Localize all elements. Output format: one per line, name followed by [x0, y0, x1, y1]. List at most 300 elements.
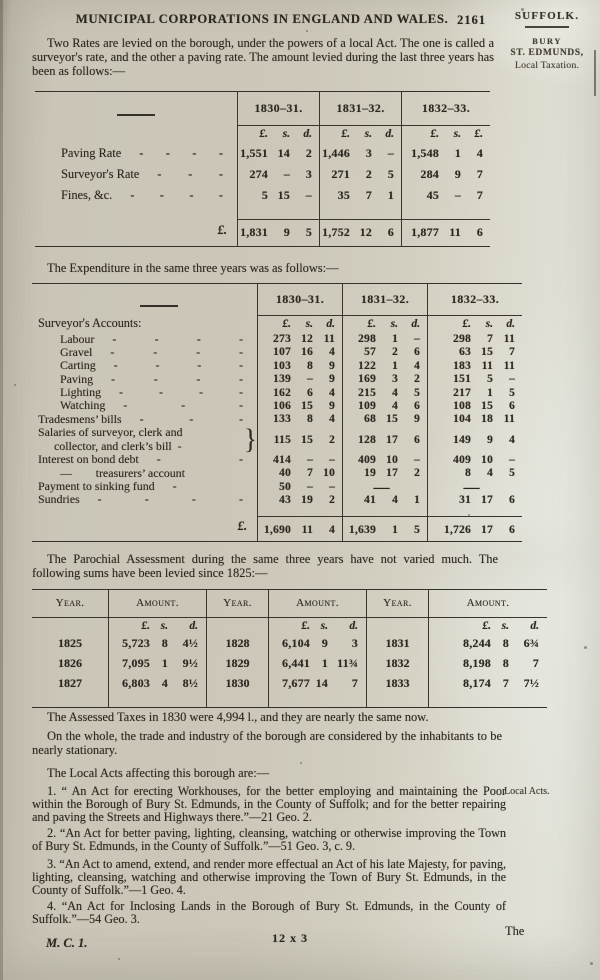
year-value: 1826 — [58, 656, 82, 671]
amount-cell — [257, 493, 342, 506]
pounds-value: 19 — [364, 466, 376, 480]
shillings-value: 6 — [307, 385, 313, 399]
pounds-value: 43 — [279, 492, 291, 506]
shillings-value: 2 — [392, 345, 398, 359]
amount-cell — [257, 479, 342, 492]
currency-header-cell — [401, 126, 490, 143]
leader-dash: - — [218, 146, 223, 161]
row-label-text: Lighting — [60, 385, 101, 400]
shillings-value: 8 — [307, 358, 313, 372]
amount-cell — [257, 385, 342, 398]
pounds-value: 183 — [453, 358, 471, 372]
page-edge-mark — [594, 50, 596, 96]
pence-symbol: d. — [411, 317, 420, 330]
row-label-text: Labour — [60, 331, 95, 346]
paper-speck — [590, 962, 593, 965]
pence-value: 5 — [387, 166, 394, 181]
pounds-value: 1,639 — [348, 522, 376, 536]
amount-cell — [428, 654, 547, 674]
pounds-value: 409 — [453, 452, 471, 466]
pence-value: 2 — [329, 432, 335, 446]
pounds-value: 115 — [273, 432, 291, 446]
amount-cell — [342, 359, 427, 372]
row-label-cell — [32, 412, 257, 425]
currency-header-cell — [428, 618, 547, 634]
total-pound-label: £. — [217, 222, 227, 237]
shillings-value: 16 — [301, 345, 313, 359]
row-label — [38, 452, 257, 466]
pence-value: 7 — [532, 656, 539, 671]
shillings-value: 1 — [392, 522, 398, 536]
margin-place-line1: BURY — [532, 35, 562, 46]
pence-value: 6 — [387, 225, 394, 240]
shillings-value: 3 — [392, 372, 398, 386]
amount-cell — [401, 164, 490, 185]
paper-speck — [118, 958, 120, 960]
leader-dash: - — [113, 358, 118, 373]
pence-value: 10 — [323, 466, 335, 480]
leader-dash: - — [139, 411, 144, 426]
pence-value: 7 — [476, 166, 483, 181]
spacer-cell — [35, 206, 237, 219]
row-label-text: Paving Rate — [61, 146, 122, 161]
row-label — [61, 188, 237, 202]
shillings-value: – — [454, 187, 461, 202]
shillings-value: 4 — [487, 466, 493, 480]
pounds-value: 1,548 — [411, 145, 439, 160]
bottom-pad-cell — [32, 694, 108, 707]
row-label-text: Gravel — [60, 344, 93, 359]
shillings-value: 7 — [502, 676, 509, 691]
pounds-value: 103 — [273, 358, 291, 372]
column-header: Amount. — [108, 590, 206, 618]
year-value: 1833 — [366, 674, 428, 694]
shillings-value: 8 — [502, 656, 509, 671]
shillings-value: 8 — [307, 412, 313, 426]
shillings-value: 11 — [481, 358, 493, 372]
leader-dash: - — [199, 385, 203, 400]
shillings-value: – — [283, 166, 290, 181]
bottom-pad-cell — [366, 694, 428, 707]
local-act-4: 4. “An Act for Inclosing Lands in the Borough of Bury St. Edmunds, in the County of Suffolk.”—54 Geo. 3. — [32, 899, 506, 926]
pence-value: 5 — [509, 466, 515, 480]
shillings-value: 2 — [365, 166, 372, 181]
amount-cell — [342, 516, 427, 541]
amount-cell — [401, 185, 490, 206]
total-label-cell — [32, 516, 257, 540]
year-header: 1832–33. — [427, 284, 522, 316]
pence-value: 7 — [351, 676, 358, 691]
leader-dash: - — [239, 398, 243, 413]
shillings-value: 12 — [301, 332, 313, 345]
column-header: Year. — [32, 590, 108, 618]
page-number: 2161 — [457, 13, 486, 27]
shillings-symbol: s. — [501, 619, 509, 632]
row-label-text: Paving — [60, 371, 94, 386]
leader-dash: - — [218, 167, 223, 182]
footer-press-figure: 12 x 3 — [272, 931, 308, 945]
amount-cell — [342, 493, 427, 506]
leader-dash: - — [139, 146, 144, 161]
pence-value: – — [414, 452, 420, 466]
shillings-symbol: s. — [364, 128, 372, 141]
pounds-value: 41 — [364, 492, 376, 506]
trade-paragraph: On the whole, the trade and industry of the borough are considered by the inhabitants to be nearly stationary. — [32, 729, 502, 758]
amount-cell — [268, 654, 366, 674]
amount-cell — [342, 412, 427, 425]
pounds-symbol: £. — [482, 619, 491, 632]
currency-header-cell — [427, 316, 522, 332]
column-header: Amount. — [428, 590, 547, 618]
pounds-value: 151 — [453, 372, 471, 386]
parochial-intro: The Parochial Assessment during the same three years have not varied much. The following sums have been levied since 1825:— — [32, 552, 498, 581]
pence-value: 2 — [329, 492, 335, 506]
footer-signature-mark: M. C. 1. — [46, 936, 88, 950]
pence-value: 3 — [305, 166, 312, 181]
shillings-value: 5 — [487, 372, 493, 386]
row-label-cell — [35, 143, 237, 164]
amount-cell — [427, 385, 522, 398]
row-label — [60, 358, 257, 372]
row-label-text: Surveyor's Rate — [61, 167, 140, 182]
row-label-cell — [32, 385, 257, 398]
pounds-value: 133 — [273, 412, 291, 426]
year-header: 1830–31. — [237, 92, 319, 126]
amount-cell — [427, 453, 522, 466]
row-label — [60, 466, 257, 480]
pence-value: 6 — [414, 345, 420, 359]
row-label-cell — [32, 453, 257, 466]
amount-cell — [108, 634, 206, 654]
pounds-value: 7,677 — [282, 676, 310, 691]
pence-value: 2 — [414, 466, 420, 480]
shillings-value: 17 — [481, 522, 493, 536]
pence-value: 1 — [387, 187, 394, 202]
leader-dash: - — [239, 358, 243, 373]
leader-dash: - — [191, 492, 196, 507]
pounds-value: 1,877 — [411, 225, 439, 240]
pounds-value: 215 — [358, 385, 376, 399]
bottom-pad-cell — [428, 694, 547, 707]
pounds-value: 1,551 — [240, 145, 268, 160]
leader-dash: - — [158, 385, 163, 400]
amount-cell — [268, 674, 366, 694]
running-head — [32, 12, 546, 30]
row-label — [61, 167, 237, 181]
pence-value: 7½ — [523, 676, 539, 691]
year-header: 1831–32. — [342, 284, 427, 316]
pounds-symbol: £. — [367, 317, 376, 330]
row-label — [38, 412, 257, 426]
margin-local-acts-note: Local Acts. — [504, 786, 550, 797]
header-dash-rule — [140, 305, 178, 307]
curly-brace: } — [244, 422, 257, 455]
row-label-text: Interest on bond debt — [38, 452, 139, 467]
pence-value: 11 — [323, 332, 335, 345]
row-label — [60, 372, 257, 386]
header-dash-rule — [117, 114, 155, 116]
pence-symbol: d. — [506, 317, 515, 330]
shillings-value: 1 — [392, 332, 398, 345]
leader-dash: - — [130, 188, 135, 203]
pence-value: – — [387, 145, 394, 160]
pence-value: 7 — [476, 187, 483, 202]
local-act-1: 1. “ An Act for erecting Workhouses, for the better employing and maintaining the Poor within the Borough of Bury St. Edmunds, in the County of Suffolk; and for the better repairing and paving the Streets and Highways there.”—21 Geo. 2. — [32, 784, 506, 824]
amount-cell — [342, 399, 427, 412]
amount-cell — [342, 332, 427, 345]
pounds-value: 5 — [261, 187, 268, 202]
amount-cell — [427, 345, 522, 358]
amount-cell — [108, 674, 206, 694]
amount-cell — [342, 453, 427, 466]
pence-value: 5 — [305, 225, 312, 240]
pence-value: 6¾ — [523, 636, 539, 651]
spacer-cell — [257, 506, 342, 516]
pence-value: 6 — [476, 225, 483, 240]
pounds-value: 63 — [459, 345, 471, 359]
paper-speck — [14, 384, 16, 386]
pence-value: – — [509, 372, 515, 386]
pence-value: 6 — [414, 432, 420, 446]
shillings-value: 10 — [386, 452, 398, 466]
year-value: 1831 — [366, 634, 428, 654]
main-text-column — [32, 12, 546, 708]
row-label-line2 — [38, 439, 257, 453]
pence-value: 9 — [329, 398, 335, 412]
row-label-text: Payment to sinking fund — [38, 479, 155, 494]
pounds-value: 271 — [331, 166, 350, 181]
pence-value: 2 — [305, 145, 312, 160]
amount-cell — [257, 516, 342, 541]
year-header: 1832–33. — [401, 92, 490, 126]
amount-cell — [237, 219, 319, 246]
leader-dash: - — [123, 398, 128, 413]
shillings-value: 15 — [277, 187, 290, 202]
leader-dash: - — [159, 188, 164, 203]
pounds-value: 1,752 — [322, 225, 350, 240]
shillings-symbol: s. — [390, 317, 398, 330]
pence-value: 4 — [509, 432, 515, 446]
year-blank-cell — [32, 618, 108, 634]
pence-value: 6 — [414, 398, 420, 412]
spacer-cell — [32, 506, 257, 516]
pence-value: 1 — [414, 492, 420, 506]
currency-header-cell — [257, 316, 342, 332]
amount-cell — [319, 164, 401, 185]
pounds-value: 149 — [453, 432, 471, 446]
amount-cell — [427, 426, 522, 453]
column-header: Year. — [206, 590, 268, 618]
pence-value: 11¾ — [337, 656, 358, 671]
row-label-cell — [32, 372, 257, 385]
shillings-symbol: s. — [320, 619, 328, 632]
total-label-cell — [35, 219, 237, 245]
leader-dash: - — [165, 146, 170, 161]
amount-cell — [257, 332, 342, 345]
shillings-value: 15 — [481, 345, 493, 359]
pence-symbol: d. — [303, 128, 312, 141]
pounds-symbol: £. — [430, 128, 439, 141]
shillings-symbol: s. — [160, 619, 168, 632]
pence-symbol: d. — [530, 619, 539, 632]
column-header: Amount. — [268, 590, 366, 618]
pounds-symbol: £. — [259, 128, 268, 141]
leader-dash: - — [111, 371, 115, 386]
dash-leader — [139, 167, 237, 182]
shillings-value: 17 — [386, 466, 398, 480]
leader-dash: - — [189, 188, 194, 203]
leader-dash: - — [197, 358, 202, 373]
pence-value: 9 — [329, 358, 335, 372]
row-label-text: Carting — [60, 358, 96, 373]
row-label — [60, 345, 257, 359]
shillings-value: 4 — [392, 492, 398, 506]
pounds-value: 414 — [273, 452, 291, 466]
intro-paragraph: Two Rates are levied on the borough, under the powers of a local Act. The one is called a surveyor's rate, and the other a paving rate. The amount levied during the last three years has been as follows:— — [32, 36, 494, 79]
pounds-value: 274 — [249, 166, 268, 181]
amount-cell — [257, 453, 342, 466]
margin-county: SUFFOLK. — [514, 10, 580, 22]
row-label-cell — [35, 185, 237, 206]
row-label-text: Fines, &c. — [61, 188, 113, 203]
pence-value: 6 — [509, 522, 515, 536]
leader-dash: - — [156, 452, 161, 467]
pence-value: 4 — [329, 522, 335, 536]
row-label-cell — [32, 479, 257, 492]
shillings-value: 10 — [481, 452, 493, 466]
amount-cell — [257, 426, 342, 453]
paper-speck — [521, 8, 524, 11]
pounds-value: 128 — [358, 432, 376, 446]
leader-dash: - — [239, 492, 243, 507]
pence-value: 4 — [414, 358, 420, 372]
amount-cell — [428, 634, 547, 654]
amount-cell — [427, 399, 522, 412]
shillings-value: 14 — [277, 145, 290, 160]
shillings-value: 15 — [301, 432, 313, 446]
row-label — [38, 492, 257, 506]
pence-value: 7 — [509, 345, 515, 359]
leader-dash: - — [239, 411, 243, 426]
shillings-value: 9 — [283, 225, 290, 240]
shillings-value: 15 — [301, 398, 313, 412]
amount-cell — [237, 164, 319, 185]
pence-symbol: d. — [385, 128, 394, 141]
column-header: Year. — [366, 590, 428, 618]
pounds-value: 57 — [364, 345, 376, 359]
pounds-value: 1,690 — [263, 522, 291, 536]
row-label — [60, 385, 257, 399]
year-value: 1828 — [206, 634, 268, 654]
year-value: 1830 — [206, 674, 268, 694]
leader-dash: - — [153, 344, 158, 359]
currency-header-cell — [319, 126, 401, 143]
year-value: 1832 — [366, 654, 428, 674]
leader-dash: - — [144, 492, 149, 507]
leader-dash: - — [196, 331, 201, 346]
amount-cell — [342, 466, 427, 479]
row-label-cell — [32, 493, 257, 506]
spacer-cell — [342, 506, 427, 516]
pounds-value: 8,174 — [463, 676, 491, 691]
pence-value: 5 — [414, 522, 420, 536]
amount-cell — [342, 426, 427, 453]
amount-cell — [427, 412, 522, 425]
pounds-value: 8,198 — [463, 656, 491, 671]
shillings-value: 9 — [487, 432, 493, 446]
shillings-value: 7 — [307, 466, 313, 480]
pence-value: 4 — [329, 345, 335, 359]
pounds-value: 1,726 — [443, 522, 471, 536]
amount-cell — [427, 479, 522, 497]
amount-cell — [257, 466, 342, 479]
amount-cell — [427, 516, 522, 541]
rates-table — [35, 91, 490, 247]
amount-cell — [427, 359, 522, 372]
local-act-3: 3. “An Act to amend, extend, and render more effectual an Act of his late Majesty, for paving, lighting, cleansing, watching and otherwise improving the Town of Bury St. Edmunds, in the County of Suffolk.”—1 Geo. 4. — [32, 857, 506, 897]
pounds-value: 6,441 — [282, 656, 310, 671]
amount-cell — [342, 479, 427, 497]
spacer-cell — [427, 506, 522, 516]
footer-catchword: The — [505, 924, 525, 938]
shillings-value: 1 — [161, 656, 168, 671]
amount-cell — [342, 345, 427, 358]
row-label — [38, 425, 257, 439]
paper-speck — [300, 762, 302, 764]
pounds-value: 6,803 — [122, 676, 150, 691]
expenditure-intro: The Expenditure in the same three years was as follows:— — [47, 260, 339, 275]
pounds-value: 50 — [279, 479, 291, 493]
year-value: 1829 — [206, 654, 268, 674]
pence-value: – — [509, 452, 515, 466]
pounds-value: 68 — [364, 412, 376, 426]
row-label-text: Sundries — [38, 492, 80, 507]
amount-cell — [257, 345, 342, 358]
section-label-cell: Surveyor's Accounts: — [38, 316, 142, 331]
amount-cell — [257, 412, 342, 425]
paper-speck — [584, 646, 587, 649]
shillings-value: – — [307, 452, 313, 466]
paper-speck — [306, 30, 308, 32]
paper-speck — [468, 514, 470, 516]
total-pound-label: £. — [237, 519, 247, 534]
shillings-value: 11 — [301, 522, 313, 536]
amount-cell — [428, 674, 547, 694]
row-label — [38, 479, 257, 493]
year-blank-cell — [206, 618, 268, 634]
year-value: 1825 — [58, 636, 82, 651]
leader-dash: - — [181, 398, 186, 413]
shillings-value: 17 — [481, 492, 493, 506]
page-title: MUNICIPAL CORPORATIONS IN ENGLAND AND WALES. — [75, 12, 449, 26]
pounds-symbol: £. — [282, 317, 291, 330]
pounds-value: 104 — [453, 412, 471, 426]
spacer-cell — [401, 206, 490, 219]
amount-cell — [257, 359, 342, 372]
year-blank-cell — [366, 618, 428, 634]
pounds-value: 169 — [358, 372, 376, 386]
shillings-value: 12 — [359, 225, 372, 240]
pence-value: 9 — [329, 372, 335, 386]
pounds-value: 8 — [465, 466, 471, 480]
leader-dash: - — [218, 188, 223, 203]
leader-dash: - — [239, 371, 243, 386]
row-label — [60, 332, 257, 346]
pence-value: – — [305, 187, 312, 202]
row-label-text: Tradesmens’ bills — [38, 411, 122, 426]
shillings-value: 14 — [315, 676, 328, 691]
pence-symbol: d. — [349, 619, 358, 632]
